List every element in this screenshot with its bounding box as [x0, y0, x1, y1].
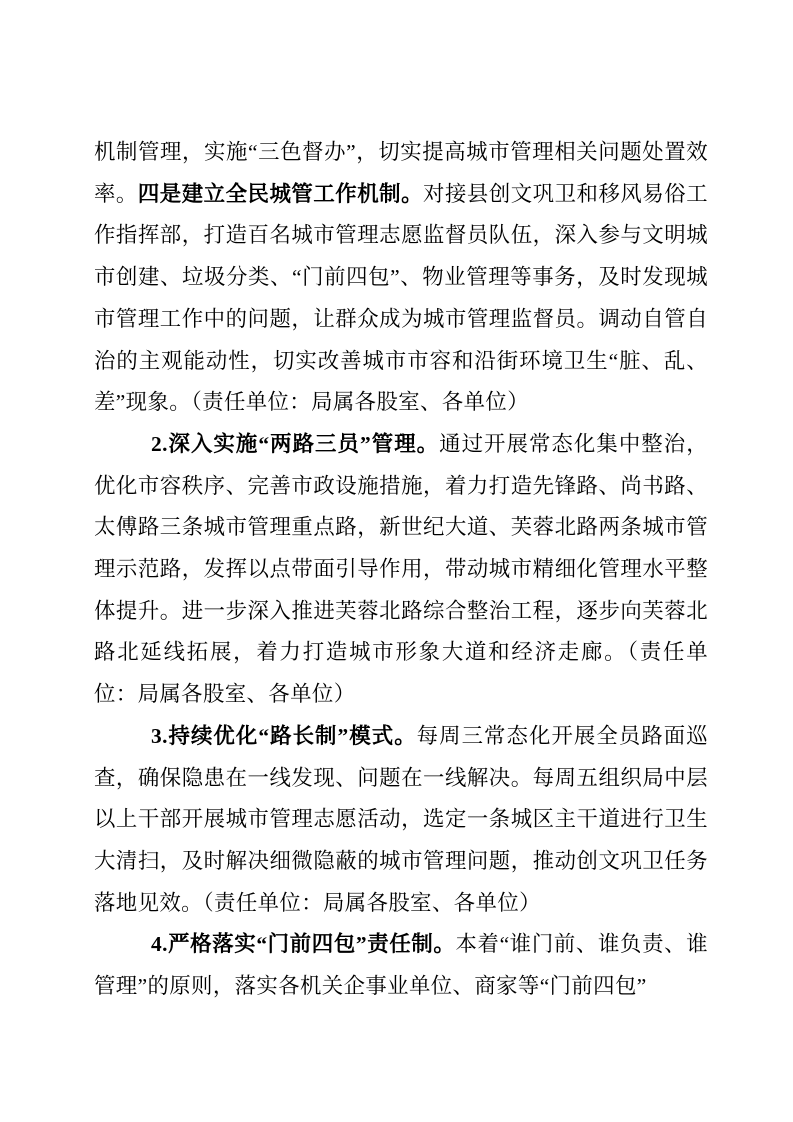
text-run-bold: 四是建立全民城管工作机制。 [137, 181, 424, 206]
text-run-bold: 4.严格落实“门前四包”责任制。 [151, 932, 456, 957]
text-run: 每周三常态化开展全员路面巡查，确保隐患在一线发现、问题在一线解决。每周五组织局中层以上干部开展城市管理志愿活动，选定一条城区主干道进行卫生大清扫，及时解决细微隐蔽的城市管理问题，推动创文巩卫任务落地见效。（责任单位：局属各股室、各单位） [94, 723, 708, 915]
document-paragraph [94, 424, 708, 716]
text-run: 本着“谁门前、谁负责、谁管理”的原则，落实各机关企事业单位、商家等“门前四包” [94, 932, 709, 999]
text-run-bold: 2.深入实施“两路三员”管理。 [151, 431, 440, 456]
document-paragraph [94, 924, 708, 1007]
document-paragraph [94, 132, 708, 424]
text-run: 通过开展常态化集中整治，优化市容秩序、完善市政设施措施，着力打造先锋路、尚书路、太傅路三条城市管理重点路，新世纪大道、芙蓉北路两条城市管理示范路，发挥以点带面引导作用，带动城市精细化管理水平整体提升。进一步深入推进芙蓉北路综合整治工程，逐步向芙蓉北路北延线拓展，着力打造城市形象大道和经济走廊。（责任单位：局属各股室、各单位） [94, 431, 708, 707]
document-body [94, 132, 708, 1008]
text-run: 机制管理，实施“三色督办”，切实提高城市管理相关问题处置效率。 [94, 140, 708, 206]
text-run: 对接县创文巩卫和移风易俗工作指挥部，打造百名城市管理志愿监督员队伍，深入参与文明城市创建、垃圾分类、“门前四包”、物业管理等事务，及时发现城市管理工作中的问题，让群众成为城市管理监督员。调动自管自治的主观能动性，切实改善城市市容和沿街环境卫生“脏、乱、差”现象。（责任单位：局属各股室、各单位） [94, 181, 709, 415]
text-run-bold: 3.持续优化“路长制”模式。 [151, 723, 417, 748]
document-paragraph [94, 716, 708, 925]
